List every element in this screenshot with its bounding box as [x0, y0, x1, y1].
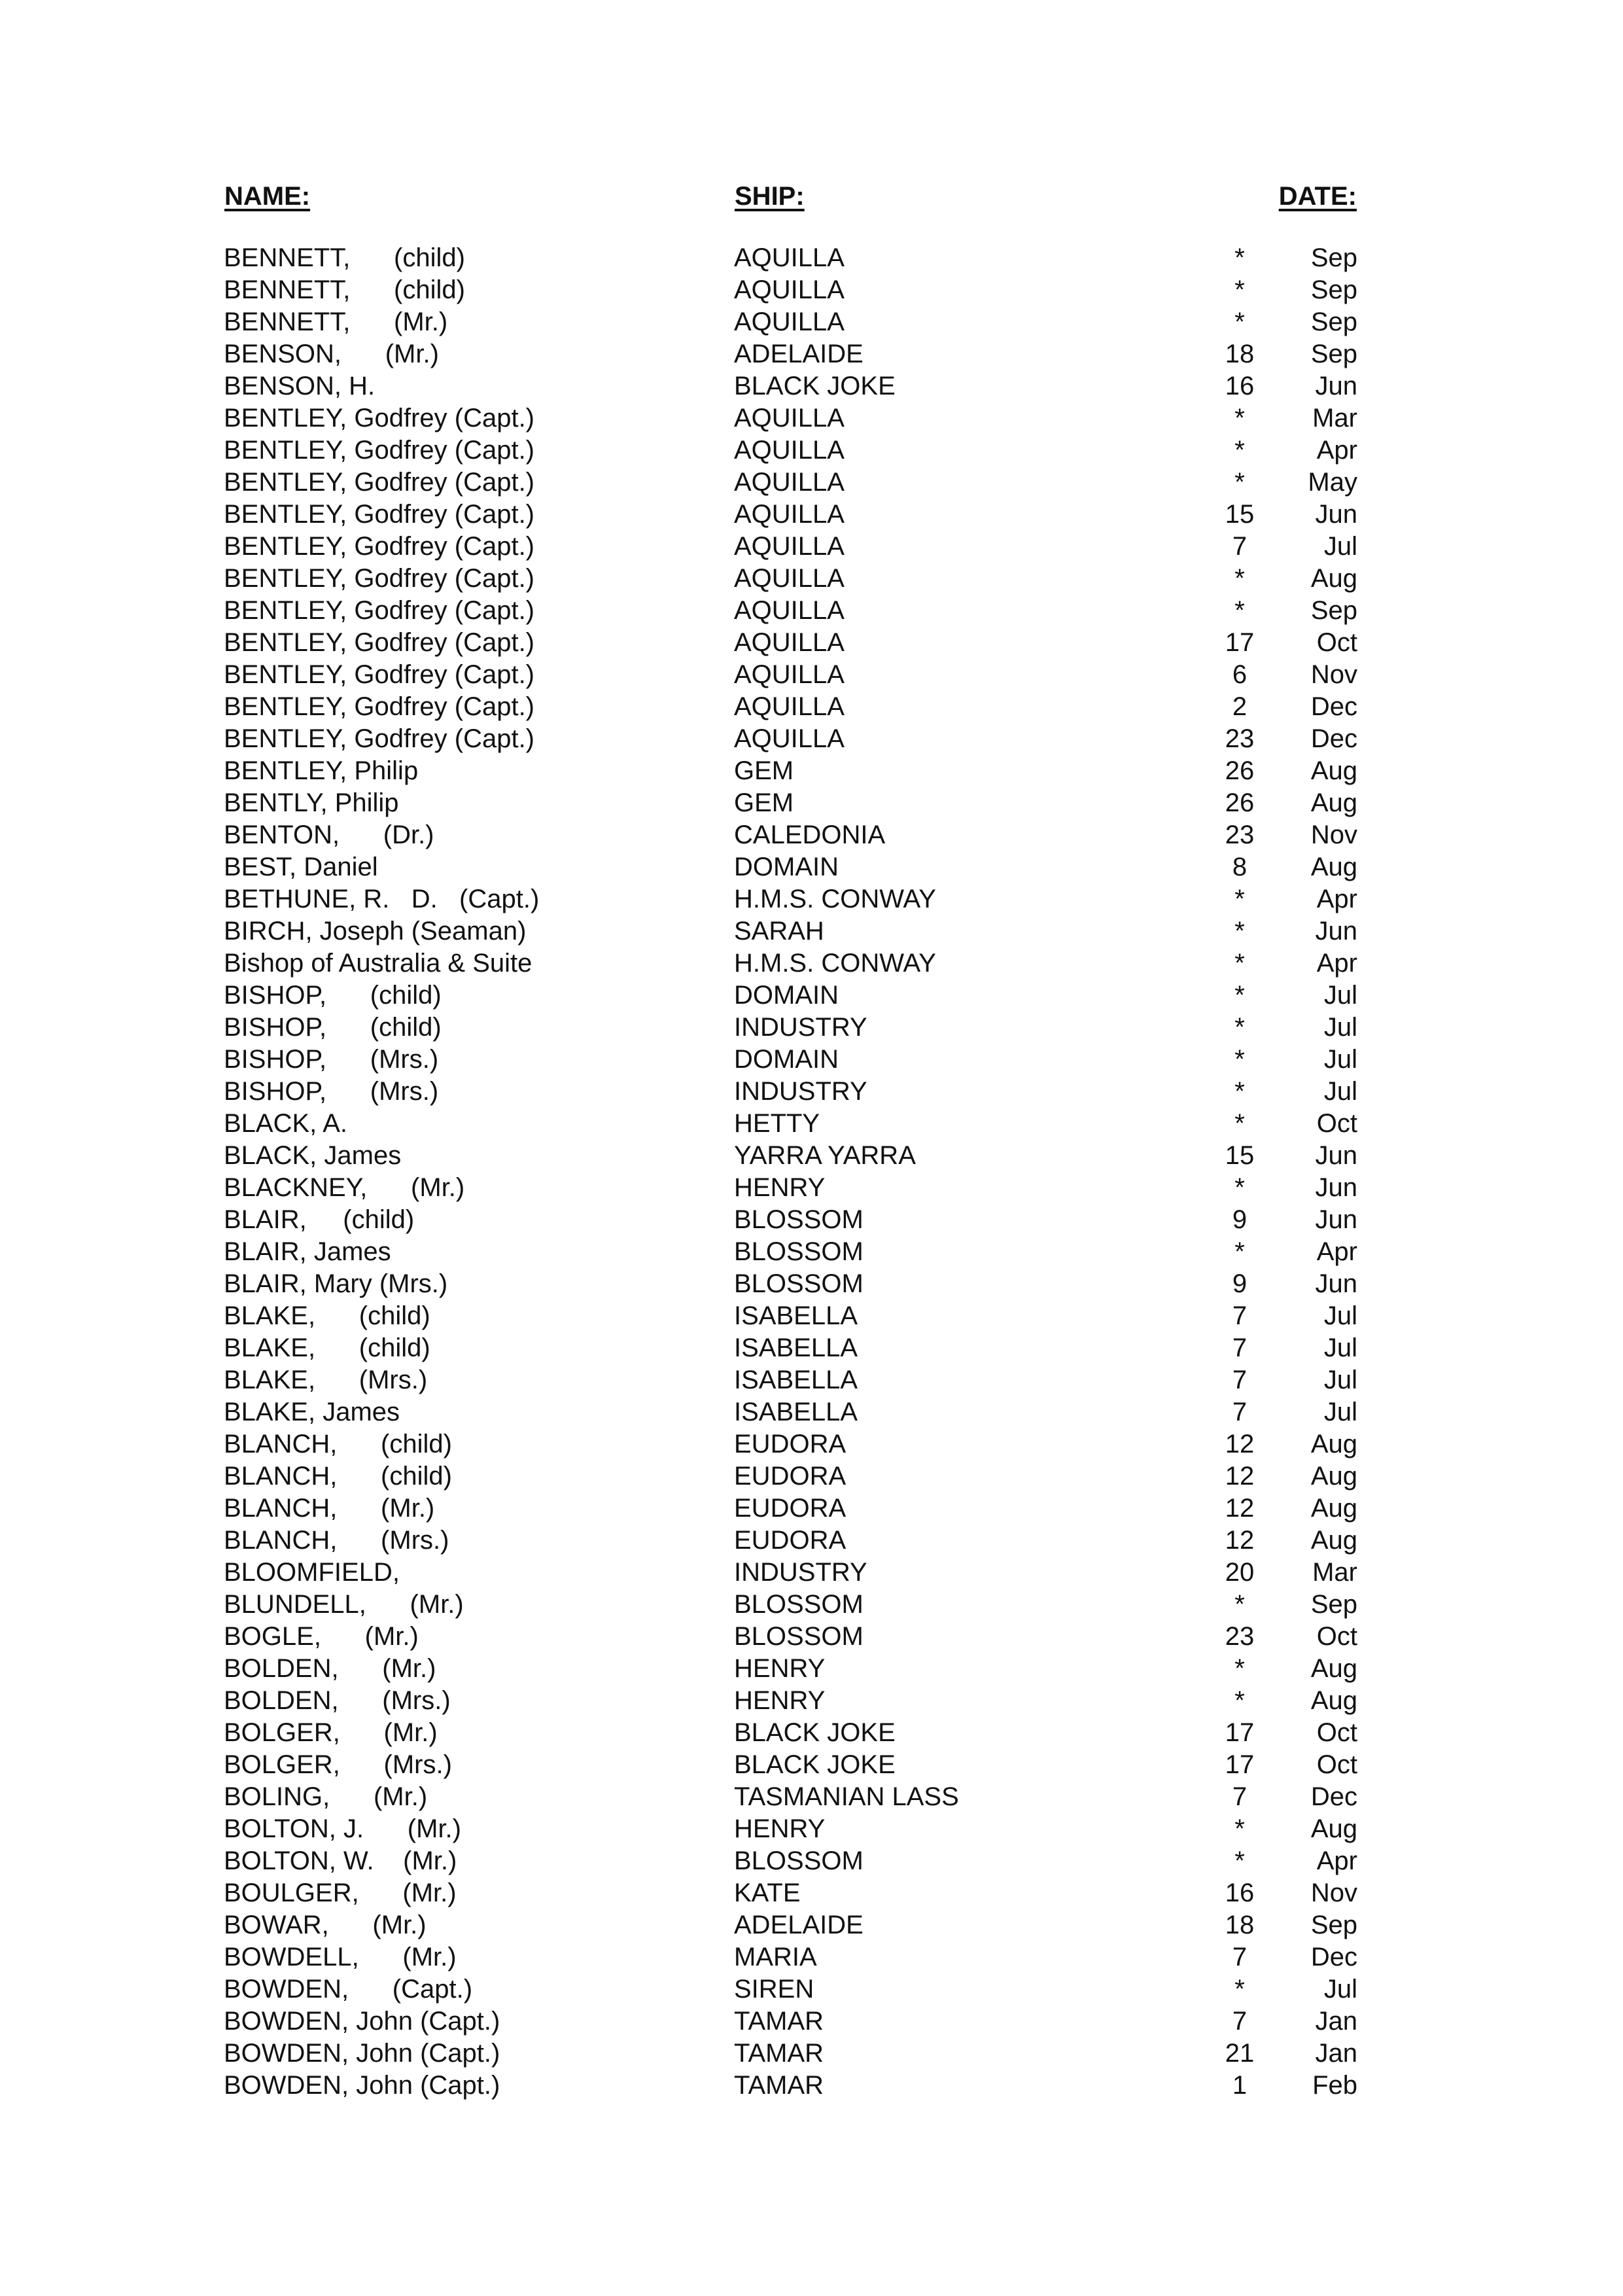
- arrival-day: 20: [1225, 1558, 1255, 1587]
- list-item: [0, 1717, 1623, 1749]
- list-item: [0, 402, 1623, 434]
- arrival-day: 23: [1225, 1622, 1255, 1651]
- arrival-month: Jul: [1323, 1398, 1357, 1426]
- list-item: [0, 1589, 1623, 1621]
- arrival-month: Dec: [1310, 1782, 1357, 1811]
- arrival-month: Jun: [1315, 1173, 1357, 1202]
- arrival-month: Jul: [1323, 532, 1357, 561]
- arrival-day: 17: [1225, 1718, 1255, 1747]
- arrival-day: *: [1234, 1045, 1245, 1074]
- ship-name: AQUILLA: [734, 532, 845, 561]
- arrival-day: 26: [1225, 788, 1255, 817]
- list-item: [0, 819, 1623, 851]
- ship-name: DOMAIN: [734, 981, 839, 1010]
- ship-name: SARAH: [734, 917, 824, 945]
- list-item: [0, 1396, 1623, 1428]
- ship-name: BLOSSOM: [734, 1622, 864, 1651]
- ship-name: BLOSSOM: [734, 1846, 864, 1875]
- arrival-month: Aug: [1310, 564, 1357, 593]
- arrival-day: *: [1234, 1173, 1245, 1202]
- arrival-day: 12: [1225, 1494, 1255, 1523]
- arrival-month: Sep: [1310, 1911, 1357, 1939]
- arrival-day: 17: [1225, 1750, 1255, 1779]
- ship-name: INDUSTRY: [734, 1013, 867, 1042]
- arrival-day: *: [1234, 1654, 1245, 1683]
- arrival-day: *: [1234, 243, 1245, 272]
- arrival-month: Aug: [1310, 853, 1357, 881]
- ship-name: AQUILLA: [734, 308, 845, 336]
- ship-name: AQUILLA: [734, 724, 845, 753]
- passenger-name: BENTLY, Philip: [224, 788, 399, 817]
- arrival-day: *: [1234, 404, 1245, 433]
- ship-name: EUDORA: [734, 1494, 846, 1523]
- passenger-name: BENTLEY, Godfrey (Capt.): [224, 692, 534, 721]
- list-item: [0, 1877, 1623, 1909]
- arrival-month: Oct: [1316, 628, 1357, 657]
- list-item: [0, 531, 1623, 563]
- arrival-day: 18: [1225, 340, 1255, 368]
- passenger-name: BENTLEY, Philip: [224, 756, 419, 785]
- passenger-name: BOLTON, J. (Mr.): [224, 1814, 461, 1843]
- list-item: [0, 2005, 1623, 2038]
- passenger-name: BISHOP, (Mrs.): [224, 1045, 439, 1074]
- arrival-day: *: [1234, 436, 1245, 465]
- passenger-name: BOULGER, (Mr.): [224, 1879, 457, 1907]
- list-item: [0, 1685, 1623, 1717]
- list-item: [0, 691, 1623, 723]
- arrival-month: Sep: [1310, 243, 1357, 272]
- ship-name: H.M.S. CONWAY: [734, 949, 936, 978]
- list-item: [0, 1653, 1623, 1685]
- list-item: [0, 242, 1623, 274]
- passenger-name: BOLDEN, (Mrs.): [224, 1686, 451, 1715]
- passenger-name: BISHOP, (Mrs.): [224, 1077, 439, 1106]
- list-item: [0, 787, 1623, 819]
- arrival-month: Jun: [1315, 1141, 1357, 1170]
- arrival-month: Jun: [1315, 372, 1357, 400]
- arrival-day: 15: [1225, 500, 1255, 529]
- arrival-month: Nov: [1310, 660, 1357, 689]
- ship-name: BLACK JOKE: [734, 1718, 896, 1747]
- passenger-name: BLANCH, (child): [224, 1430, 452, 1458]
- arrival-day: *: [1234, 949, 1245, 978]
- arrival-day: 7: [1232, 1366, 1248, 1394]
- arrival-day: 17: [1225, 628, 1255, 657]
- arrival-month: Jul: [1323, 1077, 1357, 1106]
- passenger-name: BENTLEY, Godfrey (Capt.): [224, 660, 534, 689]
- arrival-month: Jun: [1315, 500, 1357, 529]
- list-item: [0, 1557, 1623, 1589]
- arrival-month: Aug: [1310, 1654, 1357, 1683]
- list-item: [0, 1781, 1623, 1813]
- arrival-day: *: [1234, 596, 1245, 625]
- arrival-month: Mar: [1312, 1558, 1357, 1587]
- ship-name: BLOSSOM: [734, 1237, 864, 1266]
- passenger-name: BLANCH, (Mr.): [224, 1494, 435, 1523]
- arrival-month: Jul: [1323, 1045, 1357, 1074]
- ship-name: HENRY: [734, 1686, 826, 1715]
- arrival-month: Oct: [1316, 1750, 1357, 1779]
- ship-name: MARIA: [734, 1943, 817, 1971]
- arrival-day: *: [1234, 275, 1245, 304]
- ship-name: KATE: [734, 1879, 801, 1907]
- list-item: [0, 1909, 1623, 1941]
- passenger-name: BOLGER, (Mrs.): [224, 1750, 452, 1779]
- arrival-month: Sep: [1310, 596, 1357, 625]
- list-item: [0, 1140, 1623, 1172]
- arrival-day: *: [1234, 1590, 1245, 1619]
- passenger-name: BISHOP, (child): [224, 981, 442, 1010]
- list-item: [0, 274, 1623, 306]
- arrival-day: 21: [1225, 2039, 1255, 2068]
- ship-name: AQUILLA: [734, 404, 845, 433]
- list-item: [0, 627, 1623, 659]
- list-item: [0, 723, 1623, 755]
- ship-name: AQUILLA: [734, 468, 845, 497]
- arrival-month: Apr: [1316, 949, 1357, 978]
- arrival-month: Aug: [1310, 788, 1357, 817]
- arrival-day: 12: [1225, 1462, 1255, 1491]
- list-item: [0, 1364, 1623, 1396]
- ship-name: BLACK JOKE: [734, 1750, 896, 1779]
- arrival-month: Apr: [1316, 436, 1357, 465]
- list-item: [0, 1108, 1623, 1140]
- ship-name: HENRY: [734, 1814, 826, 1843]
- ship-name: INDUSTRY: [734, 1558, 867, 1587]
- arrival-day: 7: [1232, 1301, 1248, 1330]
- arrival-month: Aug: [1310, 756, 1357, 785]
- list-item: [0, 1973, 1623, 2005]
- ship-name: BLOSSOM: [734, 1205, 864, 1234]
- list-item: [0, 851, 1623, 883]
- passenger-name: BLANCH, (Mrs.): [224, 1526, 449, 1555]
- arrival-month: Jul: [1323, 1013, 1357, 1042]
- list-item: [0, 1236, 1623, 1268]
- list-item: [0, 1428, 1623, 1460]
- passenger-name: BOWDEN, John (Capt.): [224, 2039, 500, 2068]
- arrival-day: 16: [1225, 372, 1255, 400]
- arrival-month: Dec: [1310, 1943, 1357, 1971]
- ship-name: CALEDONIA: [734, 821, 886, 849]
- arrival-month: Jul: [1323, 1301, 1357, 1330]
- arrival-day: 7: [1232, 532, 1248, 561]
- list-item: [0, 563, 1623, 595]
- arrival-month: Jul: [1323, 981, 1357, 1010]
- list-item: [0, 2038, 1623, 2070]
- arrival-month: Apr: [1316, 885, 1357, 913]
- arrival-day: 2: [1232, 692, 1248, 721]
- passenger-name: BOLTON, W. (Mr.): [224, 1846, 457, 1875]
- name-column-header: NAME:: [224, 182, 311, 211]
- ship-name: TAMAR: [734, 2007, 824, 2036]
- passenger-name: BOGLE, (Mr.): [224, 1622, 419, 1651]
- arrival-day: *: [1234, 1109, 1245, 1138]
- list-item: [0, 1300, 1623, 1332]
- passenger-name: BLAKE, (child): [224, 1333, 430, 1362]
- arrival-day: 23: [1225, 724, 1255, 753]
- list-item: [0, 1012, 1623, 1044]
- passenger-name: BLAKE, (Mrs.): [224, 1366, 428, 1394]
- list-item: [0, 434, 1623, 467]
- arrival-day: *: [1234, 1077, 1245, 1106]
- passenger-name: BENNETT, (child): [224, 275, 465, 304]
- arrival-month: Aug: [1310, 1430, 1357, 1458]
- arrival-month: Oct: [1316, 1109, 1357, 1138]
- list-item: [0, 370, 1623, 402]
- arrival-day: 7: [1232, 2007, 1248, 2036]
- passenger-name: BENSON, H.: [224, 372, 375, 400]
- ship-name: BLACK JOKE: [734, 372, 896, 400]
- list-item: [0, 1044, 1623, 1076]
- list-item: [0, 499, 1623, 531]
- ship-name: TAMAR: [734, 2039, 824, 2068]
- arrival-month: Nov: [1310, 821, 1357, 849]
- list-item: [0, 1076, 1623, 1108]
- list-item: [0, 1172, 1623, 1204]
- passenger-name: BLACKNEY, (Mr.): [224, 1173, 465, 1202]
- arrival-month: Sep: [1310, 340, 1357, 368]
- arrival-day: 26: [1225, 756, 1255, 785]
- arrival-month: Jan: [1315, 2007, 1357, 2036]
- ship-name: GEM: [734, 756, 794, 785]
- list-item: [0, 947, 1623, 980]
- arrival-day: *: [1234, 917, 1245, 945]
- arrival-month: Aug: [1310, 1462, 1357, 1491]
- ship-name: AQUILLA: [734, 628, 845, 657]
- arrival-month: Jun: [1315, 1269, 1357, 1298]
- arrival-month: Jun: [1315, 917, 1357, 945]
- passenger-name: BLUNDELL, (Mr.): [224, 1590, 464, 1619]
- list-item: [0, 2070, 1623, 2102]
- ship-name: AQUILLA: [734, 436, 845, 465]
- passenger-name: BENNETT, (Mr.): [224, 308, 448, 336]
- arrival-day: 9: [1232, 1269, 1248, 1298]
- arrival-month: Aug: [1310, 1526, 1357, 1555]
- ship-name: ADELAIDE: [734, 1911, 864, 1939]
- list-item: [0, 659, 1623, 691]
- arrival-month: Mar: [1312, 404, 1357, 433]
- arrival-month: Aug: [1310, 1686, 1357, 1715]
- arrival-day: 1: [1232, 2071, 1248, 2100]
- ship-name: H.M.S. CONWAY: [734, 885, 936, 913]
- ship-name: AQUILLA: [734, 596, 845, 625]
- arrival-day: 15: [1225, 1141, 1255, 1170]
- passenger-name: BEST, Daniel: [224, 853, 378, 881]
- passenger-name: BENSON, (Mr.): [224, 340, 439, 368]
- arrival-month: May: [1308, 468, 1357, 497]
- ship-name: AQUILLA: [734, 564, 845, 593]
- passenger-name: BOWDEN, John (Capt.): [224, 2071, 500, 2100]
- arrival-day: *: [1234, 1814, 1245, 1843]
- passenger-name: BOLDEN, (Mr.): [224, 1654, 436, 1683]
- list-item: [0, 755, 1623, 787]
- arrival-day: *: [1234, 468, 1245, 497]
- arrival-month: Nov: [1310, 1879, 1357, 1907]
- list-item: [0, 1813, 1623, 1845]
- passenger-name: BENTLEY, Godfrey (Capt.): [224, 596, 534, 625]
- list-item: [0, 467, 1623, 499]
- passenger-name: BISHOP, (child): [224, 1013, 442, 1042]
- arrival-month: Feb: [1312, 2071, 1357, 2100]
- arrival-month: Sep: [1310, 1590, 1357, 1619]
- arrival-month: Jul: [1323, 1366, 1357, 1394]
- passenger-name: BLAIR, Mary (Mrs.): [224, 1269, 448, 1298]
- arrival-day: *: [1234, 1846, 1245, 1875]
- arrival-month: Aug: [1310, 1814, 1357, 1843]
- ship-name: TAMAR: [734, 2071, 824, 2100]
- ship-name: ISABELLA: [734, 1366, 858, 1394]
- ship-name: ADELAIDE: [734, 340, 864, 368]
- arrival-month: Apr: [1316, 1237, 1357, 1266]
- ship-name: AQUILLA: [734, 500, 845, 529]
- arrival-month: Jun: [1315, 1205, 1357, 1234]
- ship-name: HENRY: [734, 1654, 826, 1683]
- arrival-month: Oct: [1316, 1622, 1357, 1651]
- list-item: [0, 306, 1623, 338]
- list-item: [0, 1941, 1623, 1973]
- arrival-day: 7: [1232, 1398, 1248, 1426]
- ship-column-header: SHIP:: [735, 182, 805, 211]
- list-item: [0, 915, 1623, 947]
- list-item: [0, 1525, 1623, 1557]
- arrival-day: *: [1234, 885, 1245, 913]
- ship-name: DOMAIN: [734, 853, 839, 881]
- arrival-day: 12: [1225, 1526, 1255, 1555]
- passenger-name: BENTLEY, Godfrey (Capt.): [224, 564, 534, 593]
- passenger-name: BOWDEN, John (Capt.): [224, 2007, 500, 2036]
- arrival-day: 12: [1225, 1430, 1255, 1458]
- passenger-name: BETHUNE, R. D. (Capt.): [224, 885, 540, 913]
- passenger-name: BLAIR, James: [224, 1237, 391, 1266]
- passenger-name: BENTLEY, Godfrey (Capt.): [224, 500, 534, 529]
- ship-name: SIREN: [734, 1975, 814, 2004]
- ship-name: ISABELLA: [734, 1333, 858, 1362]
- ship-name: ISABELLA: [734, 1301, 858, 1330]
- passenger-name: BENTLEY, Godfrey (Capt.): [224, 404, 534, 433]
- passenger-name: BLACK, A.: [224, 1109, 347, 1138]
- ship-name: EUDORA: [734, 1462, 846, 1491]
- list-item: [0, 1492, 1623, 1525]
- passenger-name: BENTLEY, Godfrey (Capt.): [224, 468, 534, 497]
- arrival-day: 7: [1232, 1782, 1248, 1811]
- passenger-name: BENTLEY, Godfrey (Capt.): [224, 532, 534, 561]
- passenger-name: BLOOMFIELD,: [224, 1558, 400, 1587]
- ship-name: TASMANIAN LASS: [734, 1782, 959, 1811]
- ship-name: INDUSTRY: [734, 1077, 867, 1106]
- arrival-day: 9: [1232, 1205, 1248, 1234]
- list-item: [0, 1621, 1623, 1653]
- passenger-name: BLAIR, (child): [224, 1205, 415, 1234]
- ship-name: HETTY: [734, 1109, 820, 1138]
- passenger-name: BLAKE, (child): [224, 1301, 430, 1330]
- ship-name: YARRA YARRA: [734, 1141, 916, 1170]
- ship-name: BLOSSOM: [734, 1269, 864, 1298]
- passenger-name: BENTLEY, Godfrey (Capt.): [224, 436, 534, 465]
- passenger-name: BENTON, (Dr.): [224, 821, 434, 849]
- arrival-day: *: [1234, 564, 1245, 593]
- ship-name: BLOSSOM: [734, 1590, 864, 1619]
- arrival-day: *: [1234, 308, 1245, 336]
- arrival-month: Aug: [1310, 1494, 1357, 1523]
- list-item: [0, 1749, 1623, 1781]
- date-column-header: DATE:: [1278, 182, 1357, 211]
- list-item: [0, 338, 1623, 370]
- arrival-month: Jan: [1315, 2039, 1357, 2068]
- arrival-month: Dec: [1310, 692, 1357, 721]
- list-item: [0, 883, 1623, 915]
- passenger-name: BLANCH, (child): [224, 1462, 452, 1491]
- ship-name: EUDORA: [734, 1430, 846, 1458]
- ship-name: EUDORA: [734, 1526, 846, 1555]
- ship-name: ISABELLA: [734, 1398, 858, 1426]
- arrival-day: 8: [1232, 853, 1248, 881]
- passenger-name: Bishop of Australia & Suite: [224, 949, 532, 978]
- arrival-month: Sep: [1310, 275, 1357, 304]
- arrival-day: 18: [1225, 1911, 1255, 1939]
- arrival-day: *: [1234, 1013, 1245, 1042]
- list-item: [0, 1204, 1623, 1236]
- arrival-day: *: [1234, 1975, 1245, 2004]
- ship-name: AQUILLA: [734, 660, 845, 689]
- arrival-month: Jul: [1323, 1333, 1357, 1362]
- passenger-name: BOLGER, (Mr.): [224, 1718, 438, 1747]
- arrival-month: Dec: [1310, 724, 1357, 753]
- list-item: [0, 1460, 1623, 1492]
- passenger-name: BENTLEY, Godfrey (Capt.): [224, 724, 534, 753]
- passenger-name: BOWDEN, (Capt.): [224, 1975, 473, 2004]
- list-item: [0, 1332, 1623, 1364]
- list-item: [0, 1845, 1623, 1877]
- ship-name: AQUILLA: [734, 243, 845, 272]
- arrival-day: 6: [1232, 660, 1248, 689]
- passenger-name: BOWAR, (Mr.): [224, 1911, 427, 1939]
- arrival-day: 7: [1232, 1943, 1248, 1971]
- ship-name: HENRY: [734, 1173, 826, 1202]
- passenger-name: BENNETT, (child): [224, 243, 465, 272]
- passenger-name: BIRCH, Joseph (Seaman): [224, 917, 527, 945]
- ship-name: DOMAIN: [734, 1045, 839, 1074]
- arrival-month: Jul: [1323, 1975, 1357, 2004]
- list-item: [0, 1268, 1623, 1300]
- passenger-name: BOWDELL, (Mr.): [224, 1943, 457, 1971]
- arrival-month: Sep: [1310, 308, 1357, 336]
- passenger-name: BOLING, (Mr.): [224, 1782, 428, 1811]
- arrival-month: Oct: [1316, 1718, 1357, 1747]
- arrival-month: Apr: [1316, 1846, 1357, 1875]
- ship-name: AQUILLA: [734, 692, 845, 721]
- arrival-day: 16: [1225, 1879, 1255, 1907]
- passenger-name: BLACK, James: [224, 1141, 402, 1170]
- arrival-day: *: [1234, 981, 1245, 1010]
- arrival-day: 23: [1225, 821, 1255, 849]
- arrival-day: *: [1234, 1237, 1245, 1266]
- passenger-list: [0, 242, 1623, 2102]
- arrival-day: *: [1234, 1686, 1245, 1715]
- ship-name: GEM: [734, 788, 794, 817]
- list-item: [0, 980, 1623, 1012]
- arrival-day: 7: [1232, 1333, 1248, 1362]
- passenger-name: BENTLEY, Godfrey (Capt.): [224, 628, 534, 657]
- ship-name: AQUILLA: [734, 275, 845, 304]
- passenger-name: BLAKE, James: [224, 1398, 400, 1426]
- list-item: [0, 595, 1623, 627]
